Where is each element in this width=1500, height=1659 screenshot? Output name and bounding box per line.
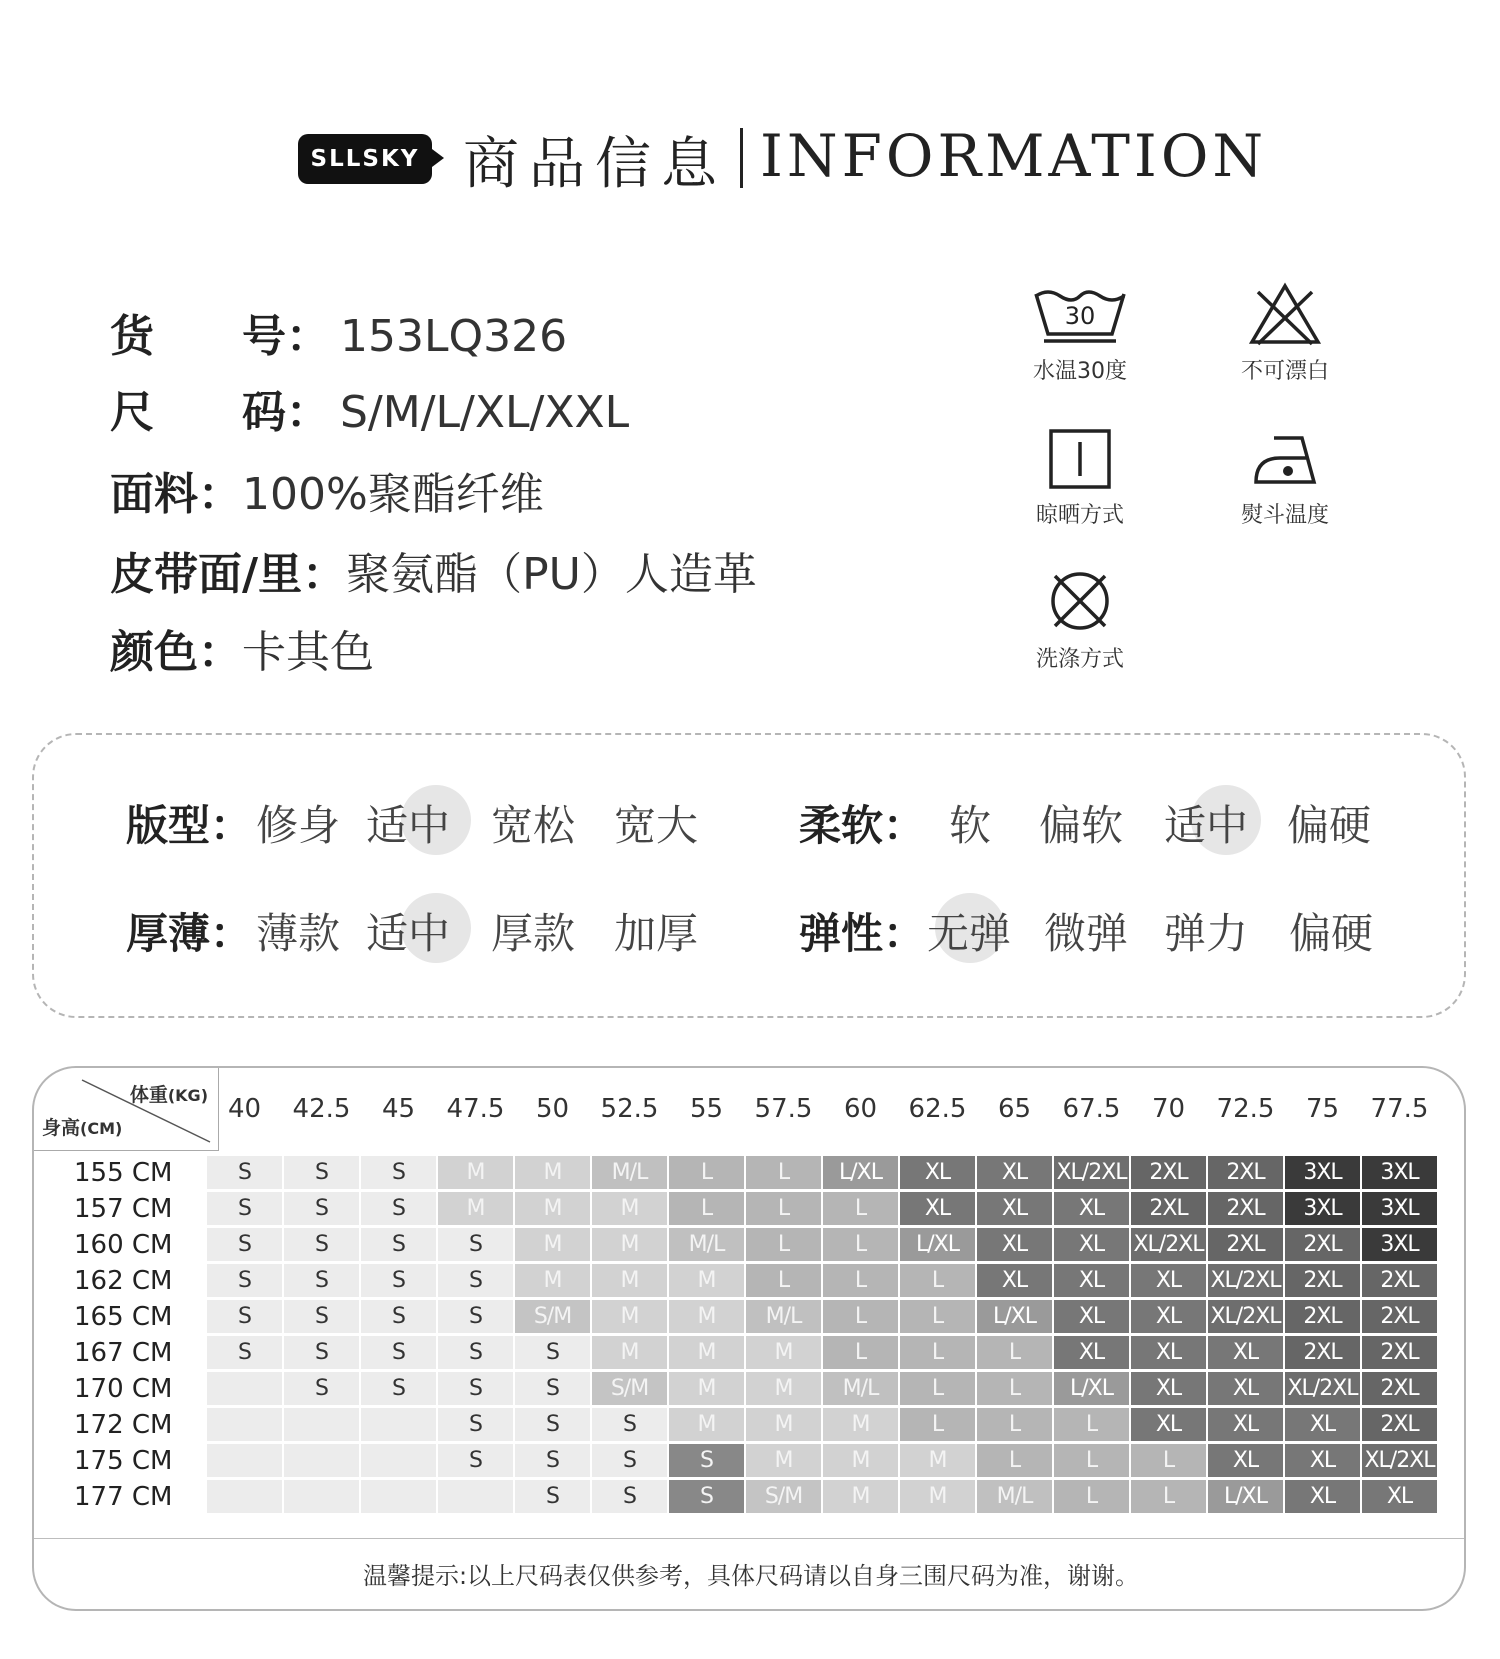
size-cell: L: [823, 1264, 898, 1297]
attr-label: 厚薄：: [126, 909, 253, 958]
attr-option: 修身: [256, 801, 341, 850]
care-caption: 洗涤方式: [1035, 647, 1124, 672]
size-cell: S: [361, 1192, 436, 1225]
size-cell: S: [284, 1192, 359, 1225]
size-cell: S: [438, 1444, 513, 1477]
size-cell: 2XL: [1285, 1228, 1360, 1261]
attr-option: 无弹: [927, 909, 1012, 958]
size-cell: M: [746, 1408, 821, 1441]
table-divider: [34, 1538, 1466, 1539]
size-cell: S: [515, 1336, 590, 1369]
attr-option: 宽大: [614, 801, 699, 850]
height-row-header: 165 CM: [74, 1302, 173, 1332]
size-cell: S: [592, 1408, 667, 1441]
height-row-header: 160 CM: [74, 1230, 173, 1260]
weight-col-header: 77.5: [1370, 1094, 1429, 1124]
size-cell: M: [438, 1156, 513, 1189]
height-row-header: 167 CM: [74, 1338, 173, 1368]
size-cell: S: [207, 1156, 282, 1189]
size-cell: 2XL: [1208, 1228, 1283, 1261]
care-wash30: [1010, 284, 1150, 385]
size-cell: S: [669, 1480, 744, 1513]
attr-option: 适中: [366, 909, 451, 958]
info-label: 颜色：: [110, 627, 242, 678]
info-item-color: [110, 616, 374, 680]
size-cell: 2XL: [1362, 1300, 1437, 1333]
size-cell: [207, 1372, 282, 1405]
size-cell: M: [669, 1372, 744, 1405]
size-cell: L/XL: [900, 1228, 975, 1261]
size-cell: XL: [1054, 1300, 1129, 1333]
size-cell: M: [669, 1300, 744, 1333]
size-cell: XL: [1131, 1264, 1206, 1297]
info-label: 面料：: [110, 469, 242, 520]
size-cell: M: [669, 1336, 744, 1369]
size-cell: L: [746, 1228, 821, 1261]
size-cell: S: [361, 1228, 436, 1261]
weight-col-header: 65: [997, 1094, 1032, 1124]
fabric-attributes: [32, 733, 1466, 1018]
size-cell: L/XL: [1208, 1480, 1283, 1513]
size-cell: [207, 1408, 282, 1441]
size-cell: M: [592, 1192, 667, 1225]
size-cell: XL: [1131, 1336, 1206, 1369]
no-bleach-icon: [1248, 282, 1322, 346]
header-divider: [740, 128, 743, 188]
size-cell: M: [823, 1444, 898, 1477]
care-dry: [1010, 428, 1150, 529]
weight-header: [130, 1080, 208, 1107]
size-cell: XL: [1208, 1444, 1283, 1477]
size-cell: XL: [1131, 1408, 1206, 1441]
size-note: 温馨提示:以上尺码表仅供参考，具体尺码请以自身三围尺码为准，谢谢。: [362, 1562, 1140, 1590]
size-cell: M: [592, 1228, 667, 1261]
height-unit: (CM): [80, 1119, 123, 1138]
size-cell: 2XL: [1285, 1300, 1360, 1333]
weight-col-header: 62.5: [908, 1094, 967, 1124]
size-cell: 3XL: [1362, 1228, 1437, 1261]
size-cell: L: [746, 1264, 821, 1297]
size-cell: XL: [1054, 1264, 1129, 1297]
size-cell: S: [207, 1264, 282, 1297]
size-cell: S/M: [746, 1480, 821, 1513]
wash-temp-number: 30: [1064, 302, 1096, 330]
size-cell: L: [823, 1300, 898, 1333]
size-cell: L: [900, 1300, 975, 1333]
size-cell: XL: [977, 1156, 1052, 1189]
size-cell: 2XL: [1131, 1192, 1206, 1225]
size-cell: [207, 1480, 282, 1513]
size-cell: M: [515, 1192, 590, 1225]
weight-col-header: 55: [689, 1094, 724, 1124]
info-value: 卡其色: [242, 627, 374, 678]
size-cell: M: [438, 1192, 513, 1225]
size-cell: 3XL: [1285, 1192, 1360, 1225]
size-cell: L: [669, 1156, 744, 1189]
size-cell: L/XL: [1054, 1372, 1129, 1405]
size-cell: M: [515, 1264, 590, 1297]
attr-option: 软: [949, 801, 992, 850]
size-cell: S: [592, 1444, 667, 1477]
attr-label: 版型：: [126, 801, 253, 850]
size-cell: L: [823, 1228, 898, 1261]
size-cell: L: [823, 1192, 898, 1225]
size-cell: S: [515, 1444, 590, 1477]
size-cell: L/XL: [823, 1156, 898, 1189]
size-cell: L: [977, 1408, 1052, 1441]
size-cell: XL/2XL: [1208, 1300, 1283, 1333]
size-cell: S: [592, 1480, 667, 1513]
size-cell: XL/2XL: [1208, 1264, 1283, 1297]
size-cell: S: [207, 1336, 282, 1369]
size-cell: L: [900, 1408, 975, 1441]
size-cell: S: [361, 1300, 436, 1333]
header-title-en: INFORMATION: [760, 122, 1268, 190]
size-cell: XL: [1131, 1300, 1206, 1333]
care-caption: 晾晒方式: [1035, 503, 1124, 528]
attr-option: 偏软: [1039, 801, 1124, 850]
size-cell: L: [900, 1264, 975, 1297]
height-row-header: 172 CM: [74, 1410, 173, 1440]
size-cell: S: [207, 1300, 282, 1333]
size-cell: XL: [1054, 1192, 1129, 1225]
size-cell: M: [746, 1336, 821, 1369]
attr-option: 弹力: [1164, 909, 1249, 958]
no-tumble-dry-icon: [1047, 568, 1113, 634]
page-header: [0, 118, 1500, 197]
size-cell: S: [207, 1192, 282, 1225]
size-cell: S: [361, 1156, 436, 1189]
size-cell: 2XL: [1362, 1336, 1437, 1369]
size-cell: S: [207, 1228, 282, 1261]
attr-option: 偏硬: [1287, 801, 1372, 850]
size-chart: [32, 1066, 1466, 1611]
size-cell: XL: [977, 1228, 1052, 1261]
size-cell: L: [1054, 1408, 1129, 1441]
size-cell: M: [746, 1372, 821, 1405]
size-cell: [361, 1480, 436, 1513]
size-cell: S: [284, 1228, 359, 1261]
size-cell: [207, 1444, 282, 1477]
height-row-header: 170 CM: [74, 1374, 173, 1404]
size-cell: 2XL: [1285, 1336, 1360, 1369]
info-item-size: [110, 376, 629, 440]
care-iron: [1215, 428, 1355, 529]
size-cell: 2XL: [1362, 1372, 1437, 1405]
size-cell: L: [823, 1336, 898, 1369]
size-cell: 3XL: [1285, 1156, 1360, 1189]
care-caption: 不可漂白: [1240, 359, 1329, 384]
size-cell: 2XL: [1131, 1156, 1206, 1189]
size-cell: S: [284, 1156, 359, 1189]
info-label: 皮带面/里：: [110, 549, 347, 600]
info-value: 100%聚酯纤维: [242, 469, 544, 520]
header-title-cn: 商品信息: [463, 132, 727, 197]
size-cell: M: [592, 1336, 667, 1369]
care-no-bleach: [1215, 282, 1355, 385]
height-row-header: 155 CM: [74, 1158, 173, 1188]
size-cell: L: [1131, 1480, 1206, 1513]
attr-option: 微弹: [1044, 909, 1129, 958]
size-cell: S: [438, 1228, 513, 1261]
weight-col-header: 57.5: [754, 1094, 813, 1124]
height-row-header: 175 CM: [74, 1446, 173, 1476]
size-cell: L: [1054, 1480, 1129, 1513]
weight-col-header: 45: [381, 1094, 416, 1124]
size-cell: S: [284, 1264, 359, 1297]
weight-col-header: 75: [1305, 1094, 1340, 1124]
size-cell: 2XL: [1208, 1156, 1283, 1189]
size-cell: [438, 1480, 513, 1513]
size-cell: M: [823, 1408, 898, 1441]
care-caption: 熨斗温度: [1240, 503, 1329, 528]
size-cell: S: [284, 1372, 359, 1405]
size-cell: S/M: [515, 1300, 590, 1333]
size-cell: XL: [1208, 1408, 1283, 1441]
size-cell: 3XL: [1362, 1156, 1437, 1189]
info-item-number: [110, 300, 567, 364]
weight-col-header: 47.5: [446, 1094, 505, 1124]
weight-col-header: 50: [535, 1094, 570, 1124]
brand-arrow-icon: [432, 149, 444, 167]
size-cell: S: [438, 1300, 513, 1333]
size-cell: S: [669, 1444, 744, 1477]
info-value: 153LQ326: [340, 311, 568, 362]
size-cell: 2XL: [1362, 1408, 1437, 1441]
size-cell: XL: [1131, 1372, 1206, 1405]
size-cell: M: [746, 1444, 821, 1477]
size-cell: [284, 1408, 359, 1441]
size-cell: XL/2XL: [1362, 1444, 1437, 1477]
info-value: 聚氨酯（PU）人造革: [346, 549, 757, 600]
weight-unit: (KG): [167, 1086, 208, 1105]
care-wash-method: [1010, 568, 1150, 673]
size-cell: S/M: [592, 1372, 667, 1405]
size-cell: M: [900, 1480, 975, 1513]
weight-col-header: 42.5: [292, 1094, 351, 1124]
weight-col-header: 52.5: [600, 1094, 659, 1124]
size-cell: M/L: [592, 1156, 667, 1189]
size-cell: XL: [1362, 1480, 1437, 1513]
size-cell: L: [900, 1372, 975, 1405]
size-cell: 2XL: [1362, 1264, 1437, 1297]
size-cell: 3XL: [1362, 1192, 1437, 1225]
size-cell: M: [592, 1264, 667, 1297]
attr-label: 弹性：: [799, 909, 926, 958]
size-cell: L: [746, 1192, 821, 1225]
size-cell: L: [977, 1444, 1052, 1477]
line-dry-icon: [1047, 428, 1113, 490]
height-row-header: 157 CM: [74, 1194, 173, 1224]
weight-col-header: 40: [227, 1094, 262, 1124]
size-cell: M: [592, 1300, 667, 1333]
size-cell: M: [669, 1264, 744, 1297]
weight-col-header: 72.5: [1216, 1094, 1275, 1124]
size-cell: S: [284, 1336, 359, 1369]
attr-option: 厚款: [491, 909, 576, 958]
iron-icon: [1250, 428, 1320, 490]
size-cell: L: [977, 1336, 1052, 1369]
size-cell: XL: [1285, 1480, 1360, 1513]
size-cell: M: [669, 1408, 744, 1441]
size-cell: XL/2XL: [1054, 1156, 1129, 1189]
attr-option: 偏硬: [1289, 909, 1374, 958]
size-cell: L/XL: [977, 1300, 1052, 1333]
weight-label: 体重: [129, 1084, 168, 1106]
size-cell: M: [900, 1444, 975, 1477]
height-header: [42, 1113, 122, 1140]
weight-col-header: 70: [1151, 1094, 1186, 1124]
table-corner-header: [34, 1068, 219, 1151]
size-cell: S: [515, 1372, 590, 1405]
weight-col-header: 67.5: [1062, 1094, 1121, 1124]
size-cell: XL/2XL: [1285, 1372, 1360, 1405]
size-cell: S: [361, 1372, 436, 1405]
size-cell: XL: [1054, 1336, 1129, 1369]
size-cell: M/L: [669, 1228, 744, 1261]
size-cell: S: [361, 1264, 436, 1297]
attr-option: 适中: [366, 801, 451, 850]
size-cell: [284, 1444, 359, 1477]
height-row-header: 162 CM: [74, 1266, 173, 1296]
size-cell: L: [746, 1156, 821, 1189]
info-label: 货 号：: [110, 311, 330, 362]
attr-option: 薄款: [256, 909, 341, 958]
size-cell: XL: [977, 1192, 1052, 1225]
size-cell: XL: [1054, 1228, 1129, 1261]
size-cell: S: [361, 1336, 436, 1369]
size-cell: 2XL: [1208, 1192, 1283, 1225]
size-cell: M/L: [977, 1480, 1052, 1513]
size-cell: L: [900, 1336, 975, 1369]
size-cell: S: [438, 1264, 513, 1297]
height-row-header: 177 CM: [74, 1482, 173, 1512]
size-cell: M/L: [823, 1372, 898, 1405]
size-cell: XL: [1208, 1372, 1283, 1405]
size-cell: M: [823, 1480, 898, 1513]
size-cell: L: [1131, 1444, 1206, 1477]
size-cell: XL: [900, 1192, 975, 1225]
size-cell: S: [438, 1372, 513, 1405]
attr-option: 适中: [1164, 801, 1249, 850]
size-cell: M: [515, 1156, 590, 1189]
height-label: 身高: [42, 1117, 81, 1139]
size-cell: XL: [900, 1156, 975, 1189]
size-cell: XL/2XL: [1131, 1228, 1206, 1261]
info-value: S/M/L/XL/XXL: [340, 387, 630, 438]
attr-label: 柔软：: [799, 801, 926, 850]
size-cell: XL: [977, 1264, 1052, 1297]
brand-logo: SLLSKY: [298, 134, 432, 184]
size-cell: L: [1054, 1444, 1129, 1477]
size-cell: [361, 1408, 436, 1441]
size-cell: S: [284, 1300, 359, 1333]
size-cell: S: [515, 1480, 590, 1513]
size-cell: [361, 1444, 436, 1477]
care-caption: 水温30度: [1033, 359, 1127, 384]
size-cell: S: [438, 1336, 513, 1369]
size-cell: S: [515, 1408, 590, 1441]
size-cell: XL: [1285, 1444, 1360, 1477]
size-cell: 2XL: [1285, 1264, 1360, 1297]
size-cell: M: [515, 1228, 590, 1261]
info-item-belt: [110, 538, 757, 602]
weight-col-header: 60: [843, 1094, 878, 1124]
wash-tub-icon: [1030, 284, 1130, 346]
size-cell: XL: [1208, 1336, 1283, 1369]
attr-option: 加厚: [614, 909, 699, 958]
size-cell: L: [977, 1372, 1052, 1405]
size-cell: XL: [1285, 1408, 1360, 1441]
size-cell: M/L: [746, 1300, 821, 1333]
attr-option: 宽松: [491, 801, 576, 850]
size-cell: L: [669, 1192, 744, 1225]
size-cell: [284, 1480, 359, 1513]
info-label: 尺 码：: [110, 387, 330, 438]
info-item-fabric: [110, 458, 544, 522]
size-cell: S: [438, 1408, 513, 1441]
